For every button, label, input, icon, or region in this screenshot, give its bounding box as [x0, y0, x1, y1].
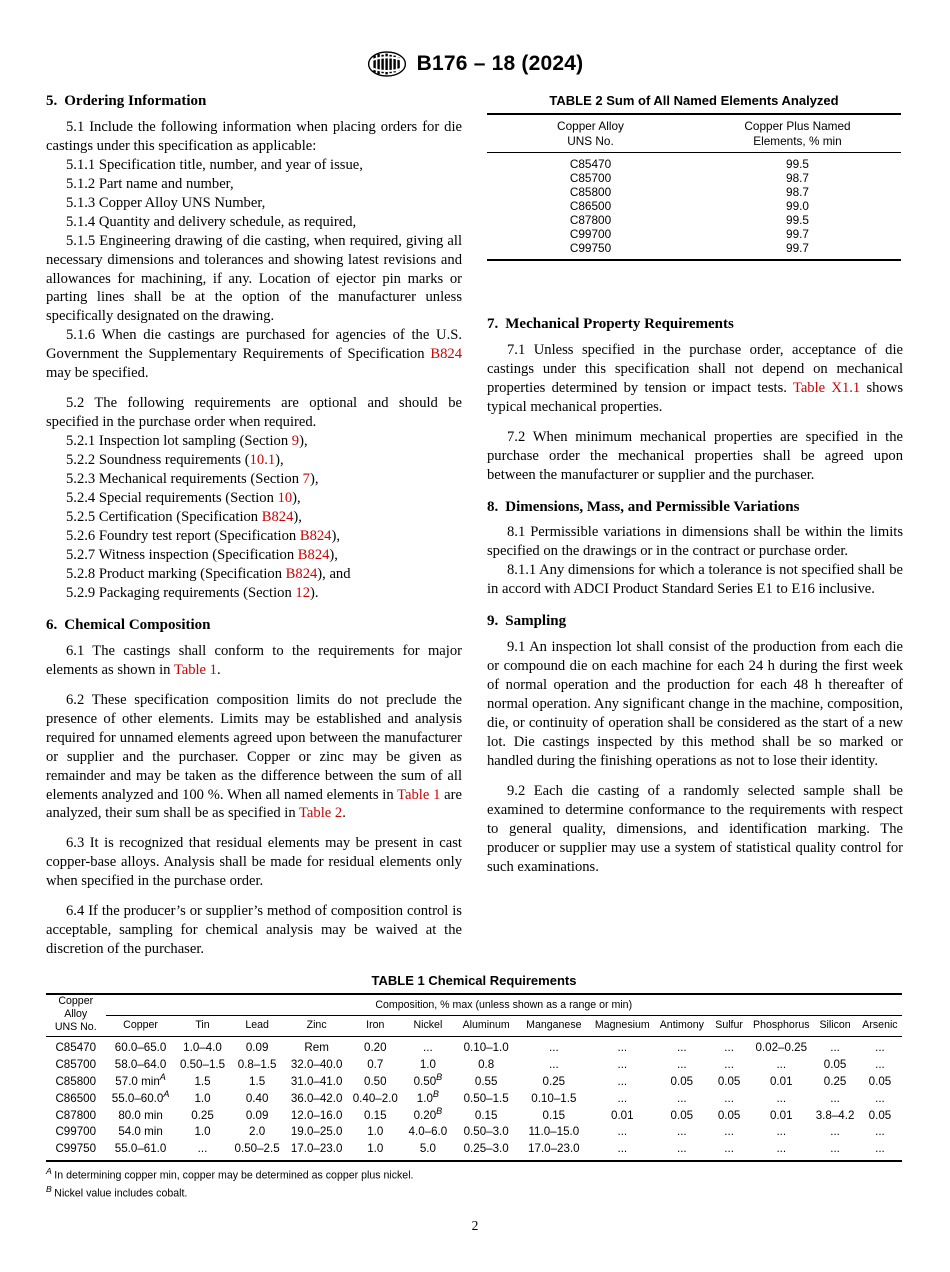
- astm-logo-icon: [367, 50, 407, 78]
- table-1-cell-silicon: ...: [812, 1036, 858, 1056]
- table-1-cell-iron: 0.50: [364, 1074, 387, 1088]
- table-row: [46, 1090, 902, 1107]
- table-1-cell-aluminum: 0.25–3.0: [454, 1140, 519, 1160]
- paragraph-5-1-6-text-a: 5.1.6 When die castings are purchased for agencies of the U.S. Government the Supplementary Requirements of Specification: [46, 327, 462, 363]
- table-1-cell-tin: 0.25: [191, 1108, 214, 1122]
- table-1-cell-arsenic: ...: [858, 1140, 902, 1160]
- footnote-marker-b: B: [46, 1184, 52, 1195]
- table-2: [487, 93, 901, 261]
- table-1-footnotes: [46, 1165, 902, 1202]
- table-1-cell-magnesium: ...: [617, 1125, 628, 1139]
- table-1-cell-manganese: ...: [549, 1058, 559, 1072]
- section-5-title: Ordering Information: [64, 93, 207, 109]
- table-1-col-lead: Lead: [245, 1019, 269, 1031]
- table-1-cell-uns: C87800: [55, 1108, 97, 1122]
- table-1-col-tin: Tin: [195, 1019, 210, 1031]
- paragraph-5-2-7-text-b: ),: [329, 547, 338, 564]
- table-1-cell-copper: 57.0 min$^A$: [115, 1072, 166, 1088]
- table-1-col-arsenic: Arsenic: [862, 1019, 898, 1031]
- table-row: [487, 227, 901, 241]
- paragraph-5-2-8-text-b: ), and: [317, 566, 351, 583]
- paragraph-5-2-1-text-a: 5.2.1 Inspection lot sampling (Section: [66, 433, 292, 450]
- link-table-1-6-1[interactable]: Table 1: [173, 661, 217, 678]
- table-1-cell-nickel: 5.0: [402, 1140, 453, 1160]
- link-section-10[interactable]: 10: [277, 490, 293, 507]
- table-2-cell-uns: C85700: [569, 171, 612, 186]
- table-row: [487, 171, 901, 185]
- table-2-cell-uns: C99700: [569, 227, 612, 242]
- table-1-cell-magnesium: 0.01: [611, 1108, 634, 1122]
- spacer: [46, 603, 462, 616]
- table-1-cell-tin: 1.5: [194, 1074, 211, 1088]
- paragraph-5-2-7: [46, 546, 462, 565]
- paragraph-7-1-text-b: shows typical mechanical properties.: [487, 379, 903, 415]
- paragraph-9-1: 9.1 An inspection lot shall consist of the production from each die or compound die on each machine for each 24 h during the first week of normal operation and the production for each 48 h thereafter of normal operation. Any significant change in the machine, composition, die, or continuity of operation shall be considered as the start of a new lot. Die castings inspected by this method shall be so marked or handled during the finishing operations as not to lose their identity.: [487, 638, 903, 769]
- table-1-cell-lead: 0.09: [229, 1036, 284, 1056]
- table-2-cell-value: 99.5: [786, 157, 809, 172]
- link-section-7[interactable]: 7: [302, 471, 310, 488]
- table-1-cell-sulfur: 0.05: [717, 1074, 741, 1088]
- paragraph-5-2-6: [46, 527, 462, 546]
- table-1-col-zinc: Zinc: [306, 1019, 327, 1031]
- paragraph-5-2-4: [46, 489, 462, 508]
- table-1-cell-silicon: ...: [812, 1140, 858, 1160]
- table-1-col-antimony: Antimony: [659, 1019, 704, 1031]
- paragraph-9-2: 9.2 Each die casting of a randomly selected sample shall be examined to determine conformance to the requirements with respect to general quality, dimensions, and identification marking. The producer or supplier may use a system of statistical quality control for such examinations.: [487, 782, 903, 875]
- document-header: [0, 50, 950, 78]
- paragraph-5-2-3-text-b: ),: [309, 471, 319, 488]
- footnote-ref-a: A: [163, 1088, 170, 1099]
- link-table-x1-1[interactable]: Table X1.1: [792, 379, 861, 396]
- table-1-cell-manganese: 0.10–1.5: [531, 1091, 577, 1105]
- table-2-body: [487, 153, 901, 261]
- table-2-cell-value: 98.7: [786, 185, 809, 200]
- paragraph-7-2: 7.2 When minimum mechanical properties are specified in the purchase order the mechanical properties shall be agreed upon between the manufacturer or supplier and the purchaser.: [487, 428, 903, 483]
- section-9-title: Sampling: [505, 613, 567, 630]
- table-1-cell-arsenic: ...: [875, 1058, 885, 1072]
- table-1-cell-copper: 55.0–61.0: [106, 1140, 176, 1160]
- table-row: [46, 1140, 902, 1160]
- table-2-header-uns-line2: UNS No.: [567, 133, 614, 148]
- paragraph-5-1-3: 5.1.3 Copper Alloy UNS Number,: [66, 194, 266, 211]
- table-1-cell-tin: 0.50–1.5: [179, 1058, 226, 1072]
- left-column: [46, 92, 462, 959]
- table-1-cell-magnesium: ...: [617, 1058, 628, 1072]
- table-1-cell-lead: 0.8–1.5: [237, 1058, 277, 1072]
- table-1-cell-lead: 0.09: [245, 1108, 269, 1122]
- table-1-footnote-b: [46, 1183, 902, 1202]
- table-1-cell-manganese: 11.0–15.0: [528, 1125, 580, 1139]
- table-1-col-copper: Copper: [123, 1019, 158, 1031]
- table-1-cell-antimony: ...: [676, 1125, 687, 1139]
- paragraph-5-2-5: [46, 508, 462, 527]
- paragraph-6-1-text-b: .: [216, 661, 221, 678]
- table-1-col-magnesium: Magnesium: [594, 1019, 650, 1031]
- table-1-cell-silicon: ...: [830, 1125, 840, 1139]
- section-heading-6: [46, 616, 462, 635]
- table-1-cell-sulfur: ...: [724, 1125, 734, 1139]
- table-1-cell-phosphorus: 0.01: [769, 1074, 793, 1088]
- paragraph-5-2-3: [46, 470, 462, 489]
- table-1-cell-iron: 1.0: [367, 1125, 384, 1139]
- table-row: [487, 185, 901, 199]
- table-1-body: [46, 1036, 902, 1161]
- table-1-cell-phosphorus: ...: [776, 1125, 787, 1139]
- section-heading-7: [487, 315, 903, 334]
- table-2-cell-value: 99.0: [786, 199, 809, 214]
- table-2-cell-value: 99.7: [786, 227, 809, 242]
- table-1-cell-magnesium: ...: [617, 1091, 628, 1105]
- table-1-cell-nickel: 0.50$^B$: [413, 1072, 443, 1088]
- table-1-cell-zinc: 19.0–25.0: [290, 1125, 343, 1139]
- table-1-cell-copper: 55.0–60.0$^A$: [111, 1088, 170, 1105]
- table-1-cell-antimony: 0.05: [670, 1108, 694, 1122]
- table-1-cell-copper: 58.0–64.0: [114, 1058, 167, 1072]
- table-1-cell-aluminum: 0.8: [478, 1058, 495, 1072]
- table-1-col-sulfur: Sulfur: [715, 1019, 743, 1031]
- paragraph-5-1: 5.1 Include the following information when placing orders for die castings under this specification as applicable:: [46, 118, 462, 154]
- table-1-cell-arsenic: ...: [875, 1091, 885, 1105]
- table-1-col-aluminum: Aluminum: [462, 1019, 510, 1031]
- link-b824-5-2-5[interactable]: B824: [261, 509, 294, 526]
- table-1-footnote-a: [46, 1165, 902, 1184]
- paragraph-5-2-5-text-b: ),: [293, 509, 302, 526]
- paragraph-7-1: [487, 341, 903, 417]
- table-1-cell-manganese: 0.15: [542, 1108, 566, 1122]
- paragraph-6-1: [46, 642, 462, 680]
- section-8-title: Dimensions, Mass, and Permissible Variations: [505, 498, 800, 515]
- table-1-stub-line2: Alloy: [64, 1007, 88, 1020]
- paragraph-5-2-2-text-a: 5.2.2 Soundness requirements (: [66, 452, 250, 469]
- table-row: [487, 199, 901, 213]
- paragraph-5-1-2: 5.1.2 Part name and number,: [66, 175, 234, 192]
- table-2-cell-value: 98.7: [786, 171, 809, 186]
- table-1-cell-manganese: 0.25: [542, 1074, 566, 1088]
- table-1-cell-lead: 1.5: [249, 1074, 266, 1088]
- table-1-cell-phosphorus: ...: [750, 1140, 812, 1160]
- right-column: [487, 315, 903, 877]
- table-row: [487, 213, 901, 227]
- paragraph-7-1-text-a: 7.1 Unless specified in the purchase order, acceptance of die castings under this specification shall not depend on mechanical properties determined by tension or impact tests.: [487, 341, 903, 396]
- paragraph-5-2-9-text-a: 5.2.9 Packaging requirements (Section: [66, 585, 296, 601]
- table-2-title: TABLE 2 Sum of All Named Elements Analyzed: [549, 93, 839, 108]
- table-1-stub-line3: UNS No.: [54, 1020, 97, 1033]
- table-1-cell-aluminum: 0.50–1.5: [463, 1091, 509, 1105]
- table-1-cell-iron: 0.7: [367, 1058, 384, 1072]
- table-1-cell-copper: 60.0–65.0: [106, 1036, 176, 1056]
- paragraph-5-2: 5.2 The following requirements are optional and should be specified in the purchase order when required.: [46, 395, 462, 431]
- paragraph-5-1-5: 5.1.5 Engineering drawing of die casting, when required, giving all necessary dimensions and tolerances and showing latest revisions and allowances for machining, if any. Location of ejector pin marks or parting lines shall be at the option of the manufacturer unless specifically designated on the drawing.: [46, 232, 462, 325]
- table-1-cell-uns: C86500: [55, 1091, 97, 1105]
- footnote-marker-a: A: [46, 1165, 52, 1176]
- table-1-cell-tin: 1.0: [194, 1125, 211, 1139]
- table-1-cell-zinc: 31.0–41.0: [290, 1074, 343, 1088]
- table-1-cell-phosphorus: 0.02–0.25: [750, 1036, 812, 1056]
- table-2-col-header-uns: [487, 114, 694, 153]
- link-b824-5-2-7[interactable]: B824: [297, 547, 330, 564]
- table-row: [46, 1107, 902, 1124]
- table-1-cell-manganese: ...: [519, 1036, 589, 1056]
- table-1-col-iron: Iron: [366, 1019, 385, 1031]
- paragraph-6-2: [46, 691, 462, 824]
- table-row: [46, 1036, 902, 1056]
- table-1-cell-magnesium: ...: [617, 1074, 628, 1088]
- table-1-cell-manganese: 17.0–23.0: [519, 1140, 589, 1160]
- paragraph-5-1-6: [46, 326, 462, 383]
- footnote-ref-b: B: [436, 1105, 443, 1116]
- table-1-col-nickel: Nickel: [413, 1019, 443, 1031]
- table-1-cell-arsenic: 0.05: [868, 1074, 892, 1088]
- link-10-1[interactable]: 10.1: [249, 452, 276, 469]
- paragraph-6-2-text-c: .: [342, 805, 346, 822]
- link-section-9[interactable]: 9: [291, 433, 300, 450]
- table-1-cell-tin: 1.0: [194, 1091, 211, 1105]
- section-7-title: Mechanical Property Requirements: [505, 316, 734, 332]
- paragraph-6-3: 6.3 It is recognized that residual elements may be present in cast copper-base alloys. Analysis shall be made for residual elements only when specified in the purchase order.: [46, 835, 462, 890]
- table-1-cell-nickel: 0.20$^B$: [413, 1105, 443, 1122]
- link-section-12[interactable]: 12: [295, 585, 310, 601]
- table-2-header-sum-line2: Elements, % min: [753, 133, 842, 148]
- paragraph-5-2-2: [46, 451, 462, 470]
- table-1-cell-lead: 0.40: [245, 1091, 269, 1105]
- table-row: [487, 241, 901, 260]
- document-designation: B176 – 18 (2024): [416, 52, 584, 75]
- table-1-cell-zinc: 36.0–42.0: [290, 1091, 343, 1105]
- paragraph-5-2-9-text-b: ).: [309, 585, 319, 601]
- paragraph-5-2-6-text-b: ),: [331, 528, 340, 545]
- table-1-cell-phosphorus: ...: [776, 1058, 787, 1072]
- paragraph-6-4: 6.4 If the producer’s or supplier’s method of composition control is acceptable, sampling for chemical analysis may be waived at the discretion of the purchaser.: [46, 903, 462, 958]
- table-1-cell-sulfur: 0.05: [717, 1108, 741, 1122]
- paragraph-5-1-6-text-b: may be specified.: [46, 365, 149, 382]
- table-1-cell-iron: 0.20: [348, 1036, 402, 1056]
- table-1: [46, 973, 902, 1202]
- table-1-cell-arsenic: ...: [875, 1125, 885, 1139]
- section-9-number: 9.: [487, 613, 499, 630]
- table-1-cell-phosphorus: 0.01: [769, 1108, 793, 1122]
- table-1-cell-arsenic: 0.05: [868, 1108, 892, 1122]
- table-1-cell-lead: 0.50–2.5: [229, 1140, 284, 1160]
- paragraph-5-2-6-text-a: 5.2.6 Foundry test report (Specification: [66, 528, 300, 545]
- table-1-cell-tin: ...: [176, 1140, 230, 1160]
- link-table-1-6-2[interactable]: Table 1: [397, 786, 441, 803]
- section-8-number: 8.: [487, 498, 499, 515]
- paragraph-5-2-4-text-a: 5.2.4 Special requirements (Section: [66, 490, 278, 507]
- table-1-cell-tin: 1.0–4.0: [176, 1036, 230, 1056]
- paragraph-5-2-5-text-a: 5.2.5 Certification (Specification: [66, 509, 262, 526]
- table-1-cell-zinc: Rem: [285, 1036, 349, 1056]
- table-1-cell-aluminum: 0.55: [474, 1074, 498, 1088]
- paragraph-6-2-text-a: 6.2 These specification composition limits do not preclude the presence of other elements. Limits may be established and analysis required for unnamed elements agreed upon between the manufacturer or supplier and the purchaser. Copper or zinc may be given as remainder and may be taken as the difference between the sum of all elements analyzed and 100 %. When all named elements in: [46, 691, 462, 803]
- footnote-ref-b: B: [436, 1072, 443, 1083]
- table-1-cell-iron: 0.15: [364, 1108, 387, 1122]
- paragraph-8-1: 8.1 Permissible variations in dimensions shall be within the limits specified on the drawings or in the contract or purchase order.: [487, 524, 903, 560]
- section-7-number: 7.: [487, 316, 499, 332]
- table-2-cell-uns: C87800: [569, 213, 612, 228]
- footnote-text-b: Nickel value includes cobalt.: [54, 1187, 188, 1200]
- table-1-cell-silicon: 0.25: [823, 1074, 847, 1088]
- table-2-cell-value: 99.5: [786, 213, 809, 228]
- table-1-cell-iron: 0.40–2.0: [352, 1091, 398, 1105]
- table-2-cell-uns: C86500: [569, 199, 612, 214]
- paragraph-5-1-1: 5.1.1 Specification title, number, and year of issue,: [66, 156, 363, 173]
- table-1-cell-antimony: ...: [676, 1058, 687, 1072]
- section-heading-8: [487, 498, 903, 517]
- table-1-cell-antimony: ...: [656, 1140, 708, 1160]
- paragraph-5-2-8-text-a: 5.2.8 Product marking (Specification: [66, 566, 286, 583]
- table-1-cell-antimony: ...: [656, 1036, 708, 1056]
- paragraph-6-2-text-b: are analyzed, their sum shall be as specified in: [46, 786, 462, 822]
- footnote-ref-b: B: [432, 1088, 439, 1099]
- table-1-cell-nickel: ...: [402, 1036, 453, 1056]
- table-1-cell-magnesium: ...: [589, 1036, 656, 1056]
- spacer: [487, 485, 903, 498]
- table-1-cell-aluminum: 0.50–3.0: [463, 1125, 509, 1139]
- table-1-cell-magnesium: ...: [589, 1140, 656, 1160]
- link-b824-5-1-6[interactable]: B824: [430, 346, 462, 363]
- table-1-cell-zinc: 12.0–16.0: [290, 1108, 343, 1122]
- table-1-cell-zinc: 32.0–40.0: [290, 1058, 343, 1072]
- paragraph-5-2-7-text-a: 5.2.7 Witness inspection (Specification: [66, 547, 298, 564]
- link-b824-5-2-6[interactable]: B824: [299, 528, 332, 545]
- table-1-cell-uns: C99700: [55, 1125, 97, 1139]
- link-b824-5-2-8[interactable]: B824: [285, 566, 318, 583]
- link-table-2-6-2[interactable]: Table 2: [299, 805, 343, 822]
- paragraph-5-2-1: [46, 432, 462, 451]
- table-1-stub-line1: Copper: [58, 995, 94, 1007]
- table-row: [487, 153, 901, 172]
- table-2-cell-uns: C99750: [487, 241, 694, 260]
- table-2-grid: [487, 113, 901, 261]
- paragraph-6-1-text-a: 6.1 The castings shall conform to the requirements for major elements as shown in: [46, 642, 462, 678]
- table-1-title: TABLE 1 Chemical Requirements: [371, 973, 577, 988]
- table-1-cell-uns: C85800: [55, 1074, 97, 1088]
- table-1-cell-nickel: 1.0$^B$: [416, 1088, 439, 1105]
- table-1-cell-sulfur: ...: [724, 1091, 734, 1105]
- table-2-cell-uns: C85800: [569, 185, 612, 200]
- table-row: [46, 1124, 902, 1141]
- section-heading-9: [487, 612, 903, 631]
- table-1-cell-phosphorus: ...: [776, 1091, 787, 1105]
- paragraph-5-2-9: [46, 584, 462, 603]
- table-1-cell-arsenic: ...: [858, 1036, 902, 1056]
- table-1-cell-aluminum: 0.10–1.0: [454, 1036, 519, 1056]
- table-1-cell-lead: 2.0: [249, 1125, 266, 1139]
- table-1-cell-uns: C85470: [46, 1036, 106, 1056]
- paragraph-8-1-1: 8.1.1 Any dimensions for which a tolerance is not specified shall be in accord with ADCI Product Standard Series E1 to E16 inclusive.: [487, 562, 903, 598]
- paragraph-5-1-4: 5.1.4 Quantity and delivery schedule, as required,: [66, 213, 357, 230]
- table-1-cell-sulfur: ...: [708, 1036, 750, 1056]
- table-1-cell-nickel: 4.0–6.0: [408, 1125, 448, 1139]
- paragraph-5-2-3-text-a: 5.2.3 Mechanical requirements (Section: [66, 471, 303, 488]
- table-1-cell-zinc: 17.0–23.0: [285, 1140, 349, 1160]
- table-1-col-manganese: Manganese: [526, 1019, 582, 1031]
- table-1-grid: [46, 993, 902, 1162]
- footnote-ref-a: A: [159, 1072, 166, 1083]
- table-1-cell-silicon: 0.05: [823, 1058, 847, 1072]
- table-row: [46, 1056, 902, 1073]
- table-1-cell-nickel: 1.0: [419, 1058, 436, 1072]
- table-1-composition-span-header: Composition, % max (unless shown as a range or min): [106, 994, 903, 1015]
- footnote-text-a: In determining copper min, copper may be determined as copper plus nickel.: [54, 1169, 414, 1182]
- table-1-cell-antimony: ...: [676, 1091, 687, 1105]
- table-1-cell-sulfur: ...: [724, 1058, 734, 1072]
- table-1-cell-sulfur: ...: [708, 1140, 750, 1160]
- table-2-header-sum-line1: Copper Plus Named: [744, 119, 851, 133]
- table-1-cell-aluminum: 0.15: [474, 1108, 498, 1122]
- table-2-header-uns-line1: Copper Alloy: [557, 119, 624, 133]
- table-1-col-silicon: Silicon: [819, 1019, 851, 1031]
- table-1-header: [46, 994, 902, 1036]
- paragraph-5-2-1-text-b: ),: [299, 433, 308, 450]
- page-number: 2: [471, 1218, 479, 1233]
- section-heading-5: [46, 92, 462, 111]
- table-row: [46, 1073, 902, 1090]
- table-2-cell-value: 99.7: [694, 241, 901, 260]
- table-1-col-phosphorus: Phosphorus: [753, 1019, 810, 1031]
- paragraph-5-2-4-text-b: ),: [292, 490, 301, 507]
- table-1-cell-copper: 54.0 min: [118, 1125, 163, 1139]
- table-1-cell-uns: C99750: [46, 1140, 106, 1160]
- spacer: [487, 599, 903, 612]
- section-6-number: 6.: [46, 616, 58, 633]
- table-1-cell-silicon: ...: [830, 1091, 840, 1105]
- section-6-title: Chemical Composition: [64, 616, 211, 633]
- table-1-column-headers: [46, 1015, 902, 1036]
- table-1-cell-silicon: 3.8–4.2: [815, 1108, 855, 1122]
- table-2-cell-uns: C85470: [569, 157, 612, 172]
- table-2-col-header-sum: [694, 114, 901, 153]
- section-5-number: 5.: [46, 93, 58, 109]
- table-1-cell-iron: 1.0: [348, 1140, 402, 1160]
- table-1-cell-copper: 80.0 min: [118, 1108, 163, 1122]
- paragraph-5-2-8: [46, 565, 462, 584]
- table-1-cell-antimony: 0.05: [670, 1074, 694, 1088]
- paragraph-5-2-2-text-b: ),: [275, 452, 284, 469]
- table-1-stub-header: [46, 994, 106, 1036]
- table-1-cell-uns: C85700: [55, 1058, 97, 1072]
